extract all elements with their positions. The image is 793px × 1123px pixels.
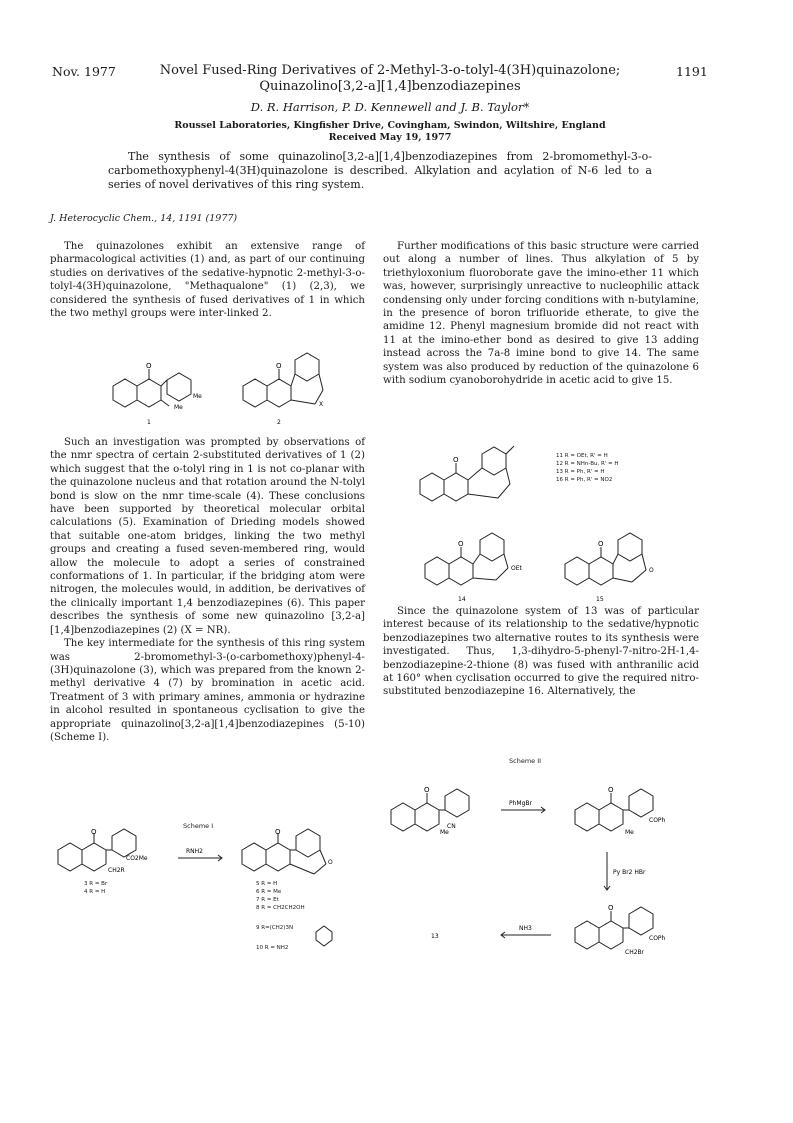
ester-label: CO2Me (126, 855, 148, 862)
figure-compounds-11-16 (412, 440, 562, 520)
oxygen-label: O (91, 828, 97, 836)
benzoyl-label: COPh (649, 935, 666, 942)
right-column (383, 240, 699, 387)
reagent-label: NH3 (519, 925, 532, 932)
methyl-label: Me (174, 404, 183, 411)
methyl-label: Me (625, 829, 634, 836)
oxygen-label: O (424, 786, 430, 794)
list-item: 4 R = H (84, 889, 106, 895)
scheme-1-compounds-3-4 (84, 880, 107, 896)
compound-label-2: 2 (277, 419, 281, 426)
scheme-1-diagram (50, 828, 365, 978)
reagent-label: Py Br2 HBr (613, 869, 646, 876)
methyl-label: Me (440, 829, 449, 836)
paragraph: Such an investigation was prompted by observations of the nmr spectra of certain 2-substituted derivatives of 1 (2) which suggest that the o-tolyl ring in 1 is not co-planar with the quinazolone nucleus and that rotation around the N-tolyl bond is slow on the nmr time-scale (4). These conclusions have been supported by theoretical molecular orbital calculations (5). Examination of Drieding models showed that suitable one-atom bridges, linking the two methyl groups and creating a fused seven-membered ring, would allow the molecule to adopt a series of constrained conformations of 1. In particular, if the bridging atom were nitrogen, the molecules would, in addition, be derivatives of the clinically important 1,4 benzodiazepines (6). This paper describes the synthesis of some new quinazolino [3,2-a][1,4]benzodiazepines (2) (X = NR). (50, 437, 365, 636)
reagent-label: PhMgBr (509, 800, 532, 807)
ch2r-label: CH2R (108, 867, 125, 874)
scheme-2-diagram (383, 770, 703, 970)
paragraph: Since the quinazolone system of 13 was of particular interest because of its relationship to the sedative/hypnotic benzodiazepines two alternative routes to its synthesis were investigated. Thus, 1,3-dihydro-5-phenyl-7-nitro-2H-1,4-benzodiazepine-2-thione (8) was fused with anthranilic acid at 160° when cyclisation occurred to give the required nitro-substituted benzodiazepine 16. Alternatively, the (383, 606, 699, 698)
reagent-label: RNH2 (186, 848, 203, 855)
nitrile-label: CN (447, 823, 456, 830)
abstract: The synthesis of some quinazolino[3,2-a][1,4]benzodiazepines from 2-bromomethyl-3-o-carbomethoxyphenyl-4(3H)quinazolone is described. Alkylation and acylation of N-6 led to a series of novel derivatives of this ring system. (108, 150, 652, 191)
oxygen-label: O (458, 540, 464, 548)
compound-label-1: 1 (147, 419, 151, 426)
x-label: X (319, 401, 324, 408)
compound-label-13: 13 (431, 933, 439, 940)
oxygen-label: O (146, 362, 152, 370)
list-item: 5 R = H (256, 881, 278, 887)
scheme-2-title: Scheme II (509, 757, 542, 765)
issue-date: Nov. 1977 (52, 64, 116, 79)
left-column-continued (50, 436, 365, 744)
list-item: 8 R = CH2CH2OH (256, 905, 305, 911)
list-item: 6 R = Me (256, 889, 282, 895)
oxygen-label: O (275, 828, 281, 836)
title-line-2: Quinazolino[3,2-a][1,4]benzodiazepines (259, 79, 521, 94)
oxygen-label: O (328, 859, 333, 866)
scheme-1-compounds-5-8 (256, 880, 305, 952)
page-number: 1191 (676, 64, 708, 79)
benzoyl-label: COPh (649, 817, 666, 824)
affiliation (130, 120, 650, 144)
ethoxy-label: OEt (511, 565, 522, 572)
list-item: 10 R = NH2 (256, 945, 289, 951)
compound-label-14: 14 (458, 596, 466, 603)
methyl-label: Me (193, 393, 202, 400)
paragraph: The quinazolones exhibit an extensive range of pharmacological activities (1) and, as part of our continuing studies on derivatives of the sedative-hypnotic 2-methyl-3-o-tolyl-4(3H)quinazolone, "Methaqualone" (1) (2,3), we considered the synthesis of fused derivatives of 1 in which the two methyl groups were inter-linked 2. (50, 241, 365, 320)
list-item: 3 R = Br (84, 881, 108, 887)
oxygen-label: O (453, 456, 459, 464)
substituent-table-11-16 (556, 452, 706, 484)
oxygen-label: O (276, 362, 282, 370)
article-title (130, 63, 650, 95)
compound-label-15: 15 (596, 596, 604, 603)
authors: D. R. Harrison, P. D. Kennewell and J. B. Taylor* (250, 100, 530, 114)
scheme-1-title: Scheme I (183, 822, 214, 830)
right-column-continued (383, 605, 699, 699)
figure-compounds-14-15 (420, 528, 680, 608)
affiliation-line: Roussel Laboratories, Kingfisher Drive, Covingham, Swindon, Wiltshire, England (174, 120, 606, 131)
list-item: 9 R=(CH2)3N (256, 925, 294, 931)
paragraph: Further modifications of this basic structure were carried out along a number of lines. Thus alkylation of 5 by triethyloxonium fluoroborate gave the imino-ether 11 which was, however, surprisingly unreactive to nucleophilic attack condensing only under forcing conditions with n-butylamine, in the presence of boron trifluoride etherate, to give the amidine 12. Phenyl magnesium bromide did not react with 11 at the imino-ether bond as desired to give 13 adding instead across the 7a-8 imine bond to give 14. The same system was also produced by reduction of the quinazolone 6 with sodium cyanoborohydride in acetic acid to give 15. (383, 241, 699, 387)
table-row: 13 R = Ph, R' = H (556, 469, 605, 475)
list-item: 7 R = Et (256, 897, 279, 903)
title-line-1: Novel Fused-Ring Derivatives of 2-Methyl-3-o-tolyl-4(3H)quinazolone; (159, 63, 621, 78)
oxygen-label: O (608, 786, 614, 794)
table-row: 12 R = NHn-Bu, R' = H (556, 461, 619, 467)
journal-citation: J. Heterocyclic Chem., 14, 1191 (1977) (50, 213, 238, 224)
bromomethyl-label: CH2Br (625, 949, 645, 956)
oxygen-label: O (649, 567, 654, 574)
paragraph: The key intermediate for the synthesis of this ring system was 2-bromomethyl-3-(o-carbomethoxy)phenyl-4-(3H)quinazolone (3), which was prepared from the known 2-methyl derivative 4 (7) by bromination in acetic acid. Treatment of 3 with primary amines, ammonia or hydrazine in alcohol resulted in spontaneous cyclisation to give the appropriate quinazolino[3,2-a][1,4]benzodiazepines (5-10) (Scheme I). (50, 638, 365, 743)
oxygen-label: O (608, 904, 614, 912)
table-row: 16 R = Ph, R' = NO2 (556, 477, 613, 483)
table-row: 11 R = OEt, R' = H (556, 453, 608, 459)
figure-compounds-1-2 (95, 338, 355, 428)
left-column (50, 240, 365, 320)
oxygen-label: O (598, 540, 604, 548)
received-date: Received May 19, 1977 (328, 132, 452, 143)
